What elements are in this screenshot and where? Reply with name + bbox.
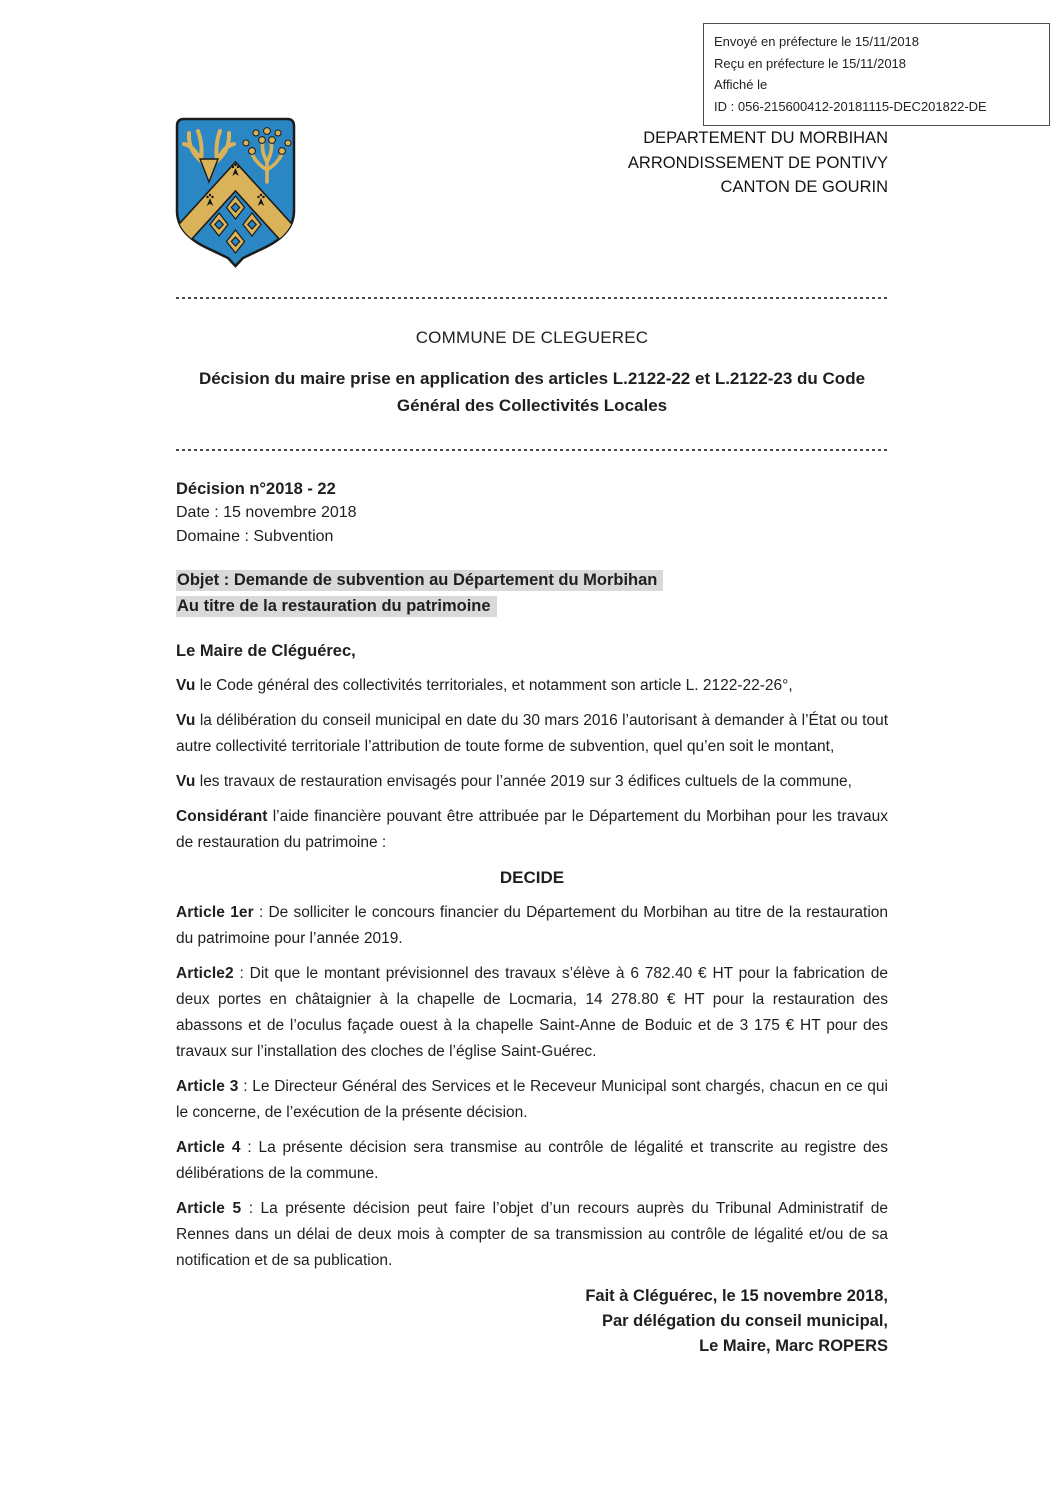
objet-line-2: Au titre de la restauration du patrimoine [176, 593, 888, 619]
document-body [176, 0, 888, 1359]
article-5: Article 5 : La présente décision peut faire l’objet d’un recours auprès du Tribunal Administratif de Rennes dans un délai de deux mois à compter de sa transmission au contrôle de légalité et/ou de sa notification et de sa publication. [176, 1200, 888, 1269]
article-3: Article 3 : Le Directeur Général des Services et le Receveur Municipal sont chargés, chacun en ce qui le concerne, de l’exécution de la présente décision. [176, 1078, 888, 1121]
article-2: Article2 : Dit que le montant prévisionnel des travaux s’élève à 6 782.40 € HT pour la fabrication de deux portes en châtaignier à la chapelle de Locmaria, 14 278.80 € HT pour la restauration des abassons et de l’oculus façade ouest à la chapelle Saint-Anne de Boduic et de 3 175 € HT pour des travaux sur l’installation des cloches de l’église Saint-Guérec. [176, 965, 888, 1060]
vu-paragraph-2: Vu la délibération du conseil municipal en date du 30 mars 2016 l’autorisant à demander à l’État ou tout autre collectivité territoriale l’attribution de toute forme de subvention, quel qu’en soit le montant, [176, 712, 888, 755]
closing-line-place-date: Fait à Cléguérec, le 15 novembre 2018, [585, 1287, 888, 1305]
decision-date: Date : 15 novembre 2018 [176, 504, 357, 521]
article-4: Article 4 : La présente décision sera transmise au contrôle de légalité et transcrite au registre des délibérations de la commune. [176, 1139, 888, 1182]
vu-paragraph-1: Vu le Code général des collectivités territoriales, et notamment son article L. 2122-22-26°, [176, 677, 793, 694]
considerant-paragraph: Considérant l’aide financière pouvant être attribuée par le Département du Morbihan pour les travaux de restauration du patrimoine : [176, 808, 888, 851]
header-canton: CANTON DE GOURIN [720, 178, 888, 196]
decide-heading: DECIDE [499, 868, 565, 887]
stamp-line-affiche: Affiché le [714, 77, 768, 92]
header-arrondissement: ARRONDISSEMENT DE PONTIVY [627, 153, 888, 172]
maire-line: Le Maire de Cléguérec, [176, 642, 356, 660]
stamp-line-envoye: Envoyé en préfecture le 15/11/2018 [714, 34, 920, 49]
decision-subtitle: Décision du maire prise en application des articles L.2122-22 et L.2122-23 du Code Général des Collectivités Locales [198, 369, 866, 415]
separator-bottom [176, 449, 888, 451]
decision-meta [176, 477, 888, 549]
closing-line-signatory: Le Maire, Marc ROPERS [699, 1337, 888, 1355]
header-department: DEPARTEMENT DU MORBIHAN [643, 129, 888, 147]
objet-block [176, 567, 888, 619]
decision-domain: Domaine : Subvention [176, 528, 334, 545]
stamp-line-recu: Reçu en préfecture le 15/11/2018 [714, 55, 907, 71]
separator-top [176, 297, 888, 299]
signature-block [176, 1284, 888, 1359]
closing-line-delegation: Par délégation du conseil municipal, [601, 1312, 888, 1330]
decision-number: Décision n°2018 - 22 [176, 480, 336, 498]
stamp-line-id: ID : 056-215600412-20181115-DEC201822-DE [714, 98, 987, 114]
article-1: Article 1er : De solliciter le concours financier du Département du Morbihan au titre de la restauration du patrimoine pour l’année 2019. [176, 904, 888, 947]
commune-title: COMMUNE DE CLEGUEREC [415, 328, 649, 347]
objet-line-1: Objet : Demande de subvention au Département du Morbihan [176, 567, 888, 593]
vu-paragraph-3: Vu les travaux de restauration envisagés pour l’année 2019 sur 3 édifices cultuels de la commune, [176, 773, 852, 790]
